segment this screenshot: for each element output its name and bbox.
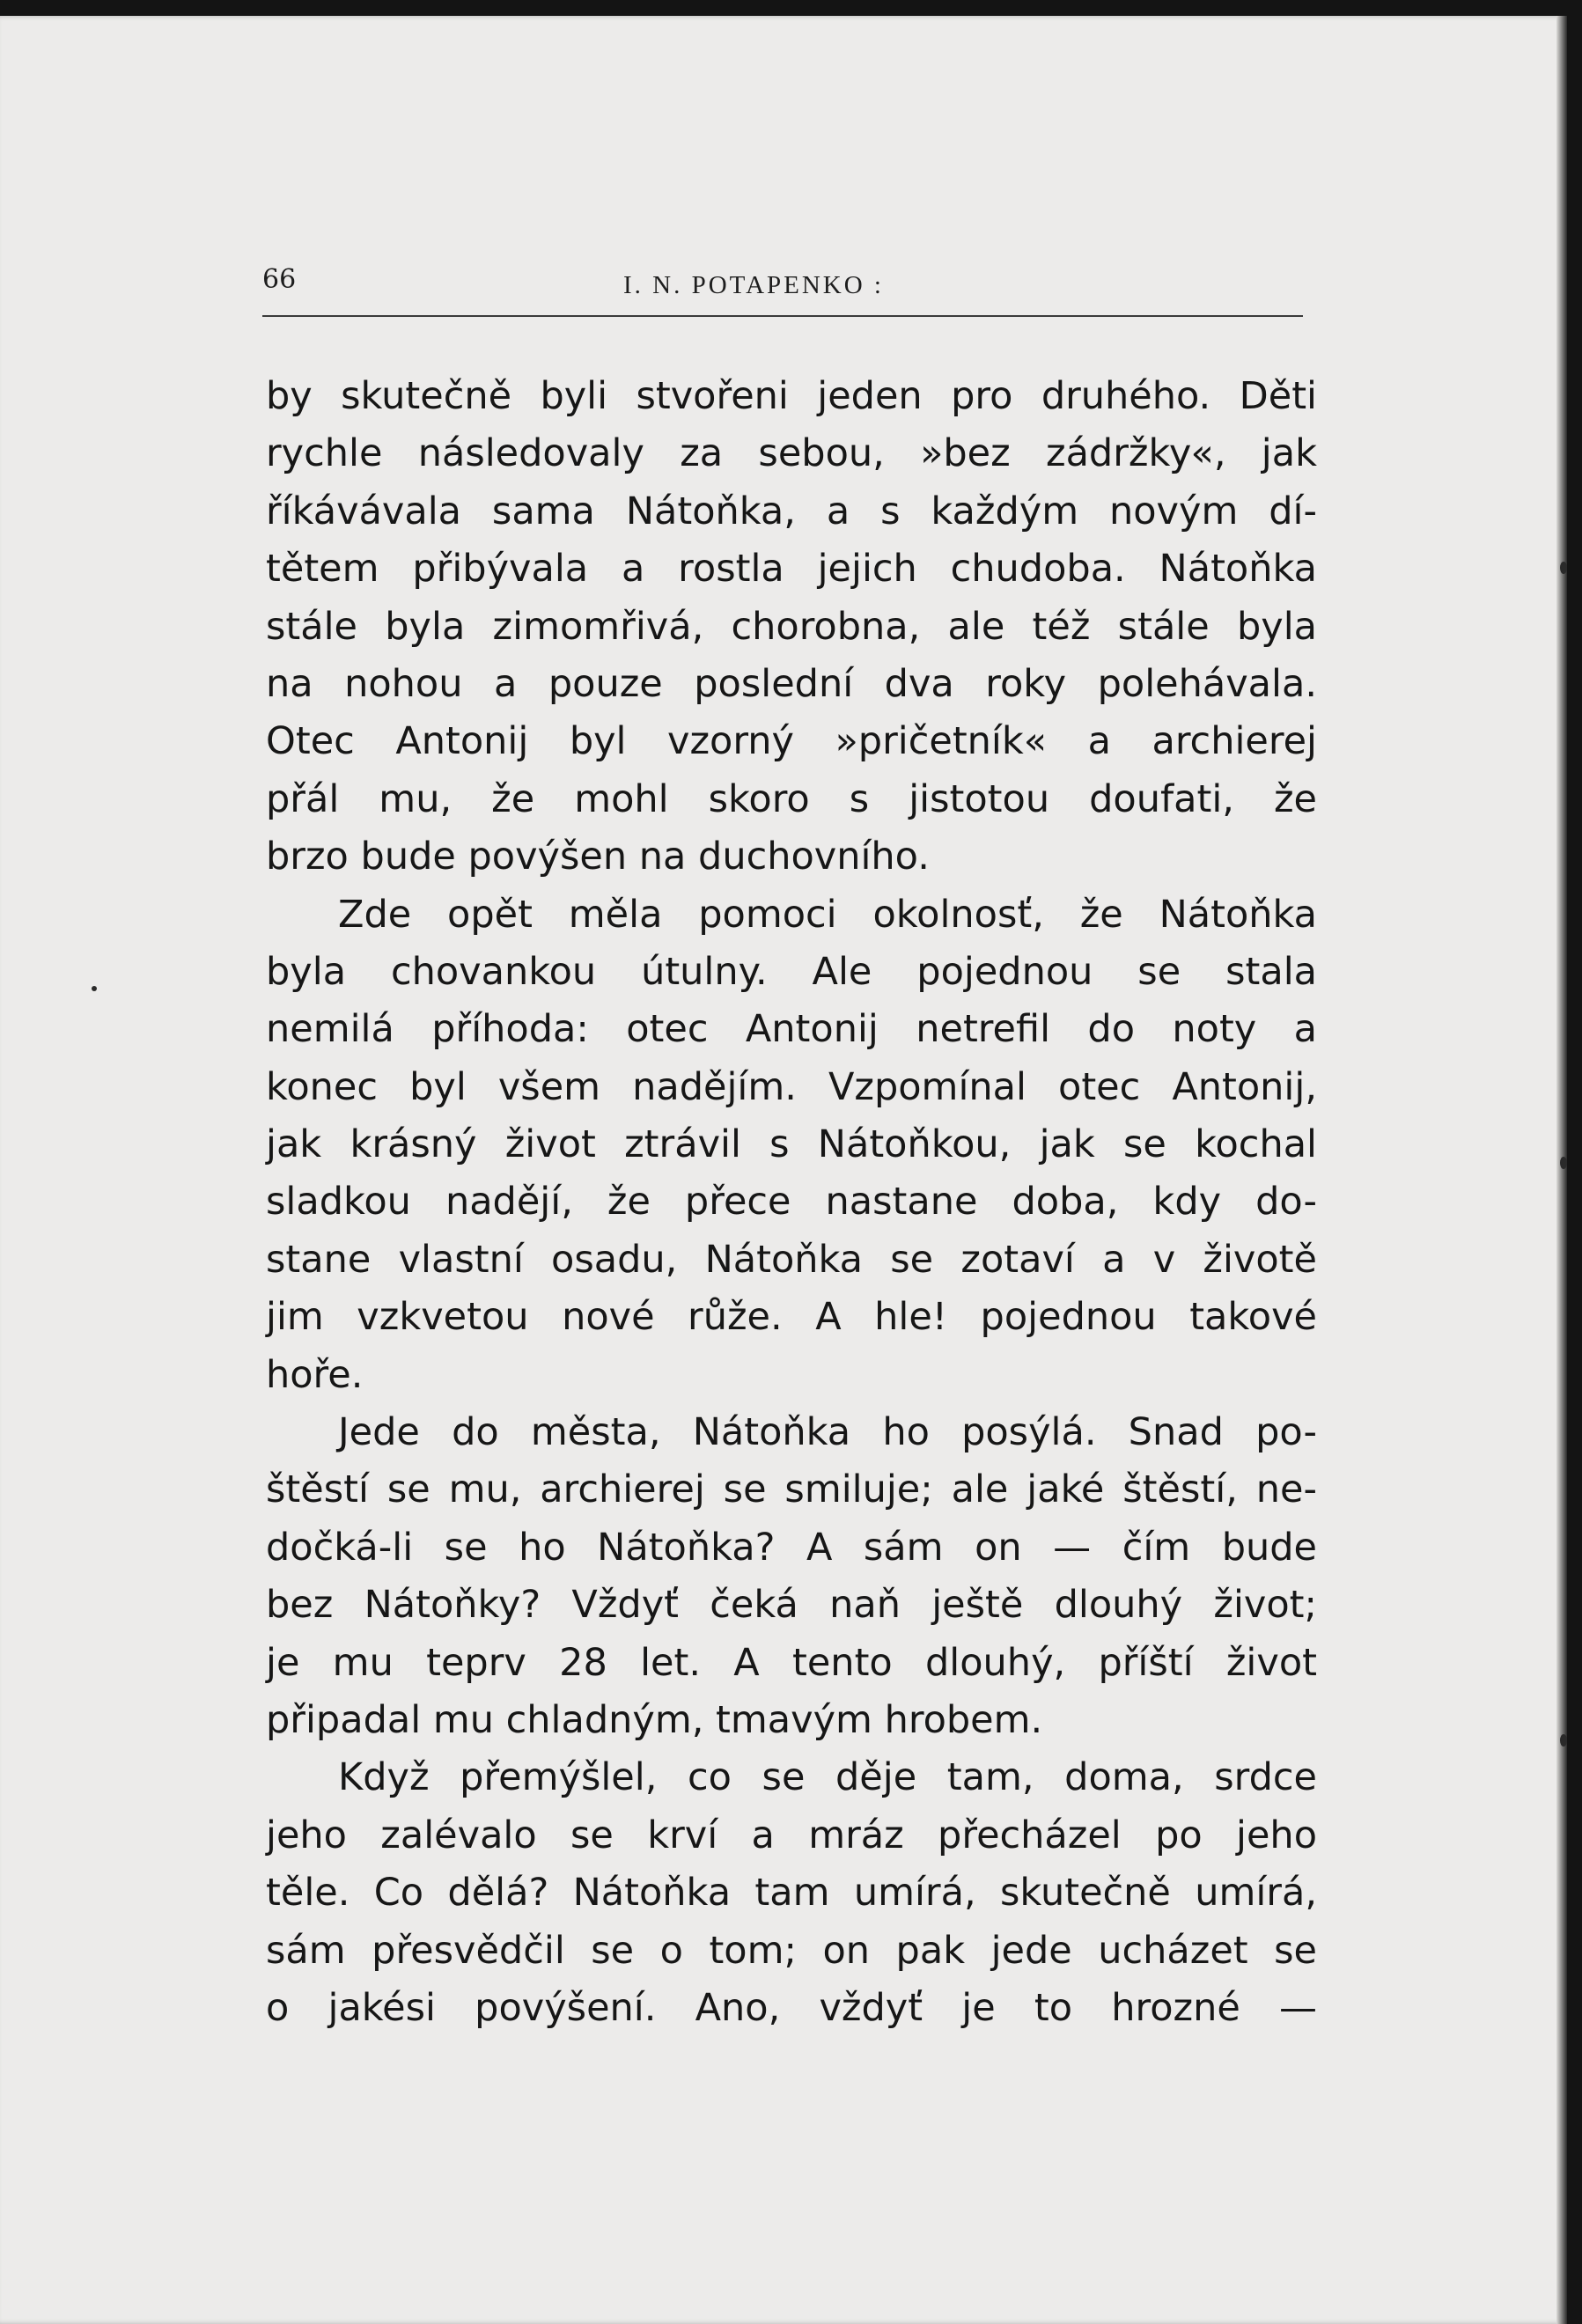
- text-line: hoře.: [266, 1352, 364, 1397]
- text-line: těle. Co dělá? Nátoňka tam umírá, skutečně umírá,: [266, 1871, 1317, 1916]
- text-line: bez Nátoňky? Vždyť čeká naň ještě dlouhý život;: [266, 1583, 1317, 1628]
- text-line: o jakési povýšení. Ano, vždyť je to hrozné —: [266, 1985, 1317, 2030]
- running-head: I. N. POTAPENKO :: [623, 271, 884, 299]
- text-line: konec byl všem nadějím. Vzpomínal otec Antonij,: [266, 1064, 1317, 1109]
- text-line: dočká-li se ho Nátoňka? A sám on — čím bude: [266, 1525, 1317, 1570]
- book-page: [0, 16, 1567, 2324]
- body-text: [266, 368, 1317, 2037]
- text-line: Otec Antonij byl vzorný »pričetník« a archierej: [266, 719, 1317, 764]
- print-speck: [1560, 1734, 1567, 1747]
- text-line: sladkou nadějí, že přece nastane doba, kdy do-: [266, 1180, 1317, 1225]
- text-line: by skutečně byli stvořeni jeden pro druhého. Děti: [266, 374, 1317, 418]
- print-speck: [1560, 1157, 1567, 1169]
- text-line: rychle následovaly za sebou, »bez zádržky«, jak: [266, 431, 1317, 476]
- text-line: jak krásný život ztrávil s Nátoňkou, jak se kochal: [266, 1122, 1317, 1167]
- text-line: Zde opět měla pomoci okolnosť, že Nátoňka: [338, 892, 1317, 937]
- text-line: Když přemýšlel, co se děje tam, doma, srdce: [338, 1755, 1317, 1800]
- text-line: přál mu, že mohl skoro s jistotou doufati, že: [266, 776, 1317, 821]
- text-line: jeho zalévalo se krví a mráz přecházel po jeho: [266, 1813, 1317, 1857]
- page-number: 66: [262, 264, 297, 295]
- text-line: sám přesvědčil se o tom; on pak jede ucházet se: [266, 1928, 1317, 1973]
- text-line: jim vzkvetou nové růže. A hle! pojednou takové: [266, 1295, 1317, 1340]
- text-line: stane vlastní osadu, Nátoňka se zotaví a v životě: [266, 1237, 1317, 1282]
- print-speck: [92, 986, 97, 991]
- header-rule: [262, 315, 1303, 317]
- text-line: je mu teprv 28 let. A tento dlouhý, příští život: [266, 1640, 1317, 1685]
- text-line: štěstí se mu, archierej se smiluje; ale jaké štěstí, ne-: [266, 1467, 1317, 1512]
- text-line: říkávávala sama Nátoňka, a s každým novým dí-: [266, 489, 1317, 533]
- text-line: tětem přibývala a rostla jejich chudoba. Nátoňka: [266, 547, 1317, 592]
- text-line: na nohou a pouze poslední dva roky polehávala.: [266, 661, 1317, 706]
- text-line: byla chovankou útulny. Ale pojednou se stala: [266, 949, 1317, 994]
- text-line: Jede do města, Nátoňka ho posýlá. Snad po-: [338, 1410, 1317, 1455]
- page-header: [262, 250, 1303, 320]
- print-speck: [1560, 562, 1567, 574]
- text-line: připadal mu chladným, tmavým hrobem.: [266, 1697, 1043, 1742]
- text-line: stále byla zimomřivá, chorobna, ale též stále byla: [266, 604, 1317, 649]
- text-line: brzo bude povýšen na duchovního.: [266, 835, 930, 879]
- page-edge: [1556, 16, 1567, 2324]
- text-line: nemilá příhoda: otec Antonij netrefil do noty a: [266, 1007, 1317, 1052]
